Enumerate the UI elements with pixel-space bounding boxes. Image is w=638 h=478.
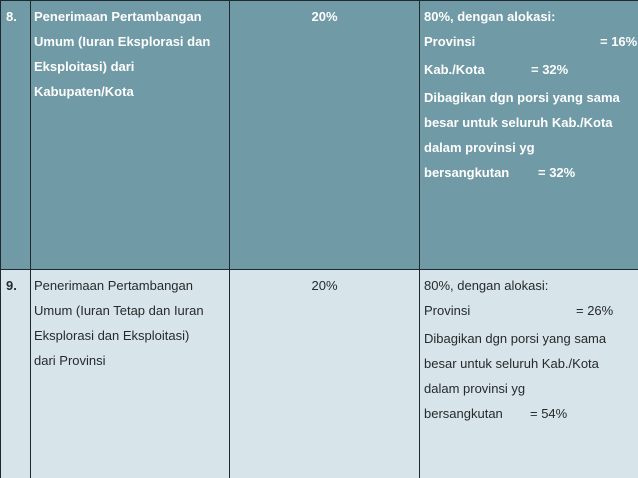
allocation-note: Dibagikan dgn porsi yang sama [424,90,620,105]
allocation-header: 80%, dengan alokasi: [424,278,549,293]
allocation-value: = 32% [531,62,569,77]
allocation-cell [420,1,638,270]
allocation-label: bersangkutan [424,165,510,180]
allocation-item [424,29,638,54]
row-number: 9. [1,270,31,478]
allocation-label: bersangkutan [424,406,503,421]
allocation-item [424,160,638,185]
allocation-value: = 32% [538,165,576,180]
source-line: Eksplorasi dan Eksploitasi) [34,328,190,343]
central-share-cell: 20% [230,1,420,270]
allocation-note: besar untuk seluruh Kab./Kota [424,356,599,371]
allocation-note: dalam provinsi yg [424,140,535,155]
allocation-note: Dibagikan dgn porsi yang sama [424,331,607,346]
table-row [1,270,638,478]
revenue-source-cell [31,1,230,270]
revenue-source-cell [31,270,230,478]
allocation-note: besar untuk seluruh Kab./Kota [424,115,613,130]
allocation-value: = 54% [530,406,568,421]
source-line: dari Provinsi [34,353,106,368]
allocation-value: = 26% [576,303,614,318]
source-line: Eksploitasi) dari [34,59,135,74]
allocation-note: dalam provinsi yg [424,381,526,396]
allocation-label: Provinsi [424,34,476,49]
source-line: Penerimaan Pertambangan [34,9,202,24]
source-line: Kabupaten/Kota [34,84,134,99]
central-share-cell: 20% [230,270,420,478]
table-row [1,1,638,270]
allocation-cell [420,270,638,478]
allocation-label: Provinsi [424,303,471,318]
source-line: Umum (Iuran Eksplorasi dan [34,34,211,49]
allocation-item [424,57,638,82]
source-line: Penerimaan Pertambangan [34,278,193,293]
allocation-item [424,401,638,426]
allocation-header: 80%, dengan alokasi: [424,9,556,24]
source-line: Umum (Iuran Tetap dan Iuran [34,303,204,318]
row-number: 8. [1,1,31,270]
allocation-label: Kab./Kota [424,62,485,77]
allocation-value: = 16% [600,34,638,49]
allocation-item [424,298,638,323]
